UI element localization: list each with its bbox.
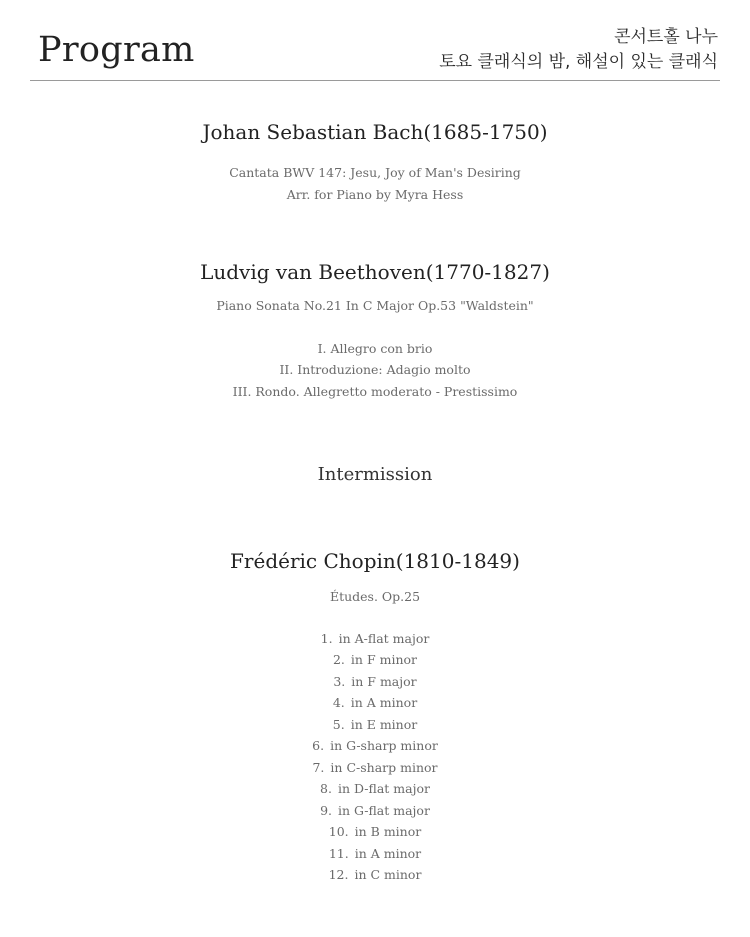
etude-key: in F minor (350, 652, 417, 667)
etude-key: in B minor (354, 824, 422, 839)
etude-number: 11. (328, 845, 349, 861)
list-item (0, 735, 750, 757)
list-item (0, 714, 750, 736)
piece-arrangement-bach: Arr. for Piano by Myra Hess (286, 186, 464, 202)
etude-key: in G-flat major (338, 802, 430, 818)
composer-heading-beethoven: Ludvig van Beethoven(1770-1827) (200, 260, 550, 284)
list-item (0, 821, 750, 843)
piece-title-beethoven: Piano Sonata No.21 In C Major Op.53 "Waldstein" (216, 298, 534, 313)
list-item (0, 757, 750, 779)
etude-number: 12. (328, 867, 349, 882)
etude-key: in E minor (350, 716, 418, 732)
list-item (0, 800, 750, 822)
etude-key: in F major (351, 673, 417, 689)
program-content (0, 118, 750, 886)
list-item (0, 671, 750, 693)
chopin-section (0, 547, 750, 886)
etude-key: in A minor (350, 695, 418, 710)
movement-item: III. Rondo. Allegretto moderato - Prestissimo (232, 383, 518, 399)
list-item (0, 628, 750, 650)
etude-number: 6. (312, 738, 325, 753)
program-header (30, 0, 720, 81)
intermission-label: Intermission (317, 464, 433, 485)
etude-number: 5. (332, 716, 345, 732)
movement-item: I. Allegro con brio (317, 340, 433, 356)
etude-key: in A-flat major (338, 630, 430, 646)
movement-list (0, 338, 750, 403)
etude-number: 1. (320, 630, 333, 646)
list-item (0, 843, 750, 865)
etude-key: in A minor (354, 845, 422, 861)
list-item (0, 649, 750, 671)
list-item (0, 778, 750, 800)
etude-number: 8. (320, 781, 332, 796)
list-item (0, 692, 750, 714)
etude-number: 9. (320, 802, 332, 818)
etude-number: 4. (332, 695, 345, 710)
list-item (0, 864, 750, 886)
etude-key: in C minor (354, 867, 422, 882)
etude-number: 7. (312, 759, 325, 775)
etude-key: in G-sharp minor (330, 738, 438, 753)
etude-number: 2. (332, 652, 345, 667)
composer-heading-chopin: Frédéric Chopin(1810-1849) (230, 549, 520, 573)
bach-section (0, 118, 750, 205)
etude-number: 10. (328, 824, 349, 839)
venue-name: 콘서트홀 나누 (614, 27, 718, 47)
etude-number: 3. (333, 673, 346, 689)
piece-title-bach: Cantata BWV 147: Jesu, Joy of Man's Desiring (229, 165, 521, 180)
movement-item: II. Introduzione: Adagio molto (279, 362, 471, 377)
venue-info (439, 25, 718, 75)
etude-key: in C-sharp minor (330, 759, 438, 775)
composer-heading-bach: Johan Sebastian Bach(1685-1750) (202, 120, 548, 144)
beethoven-section (0, 258, 750, 402)
etude-list (0, 628, 750, 886)
concert-subtitle: 토요 클래식의 밤, 해설이 있는 클래식 (439, 52, 718, 72)
etude-key: in D-flat major (337, 781, 430, 796)
piece-title-chopin: Études. Op.25 (329, 589, 421, 604)
program-title: Program (38, 30, 195, 70)
